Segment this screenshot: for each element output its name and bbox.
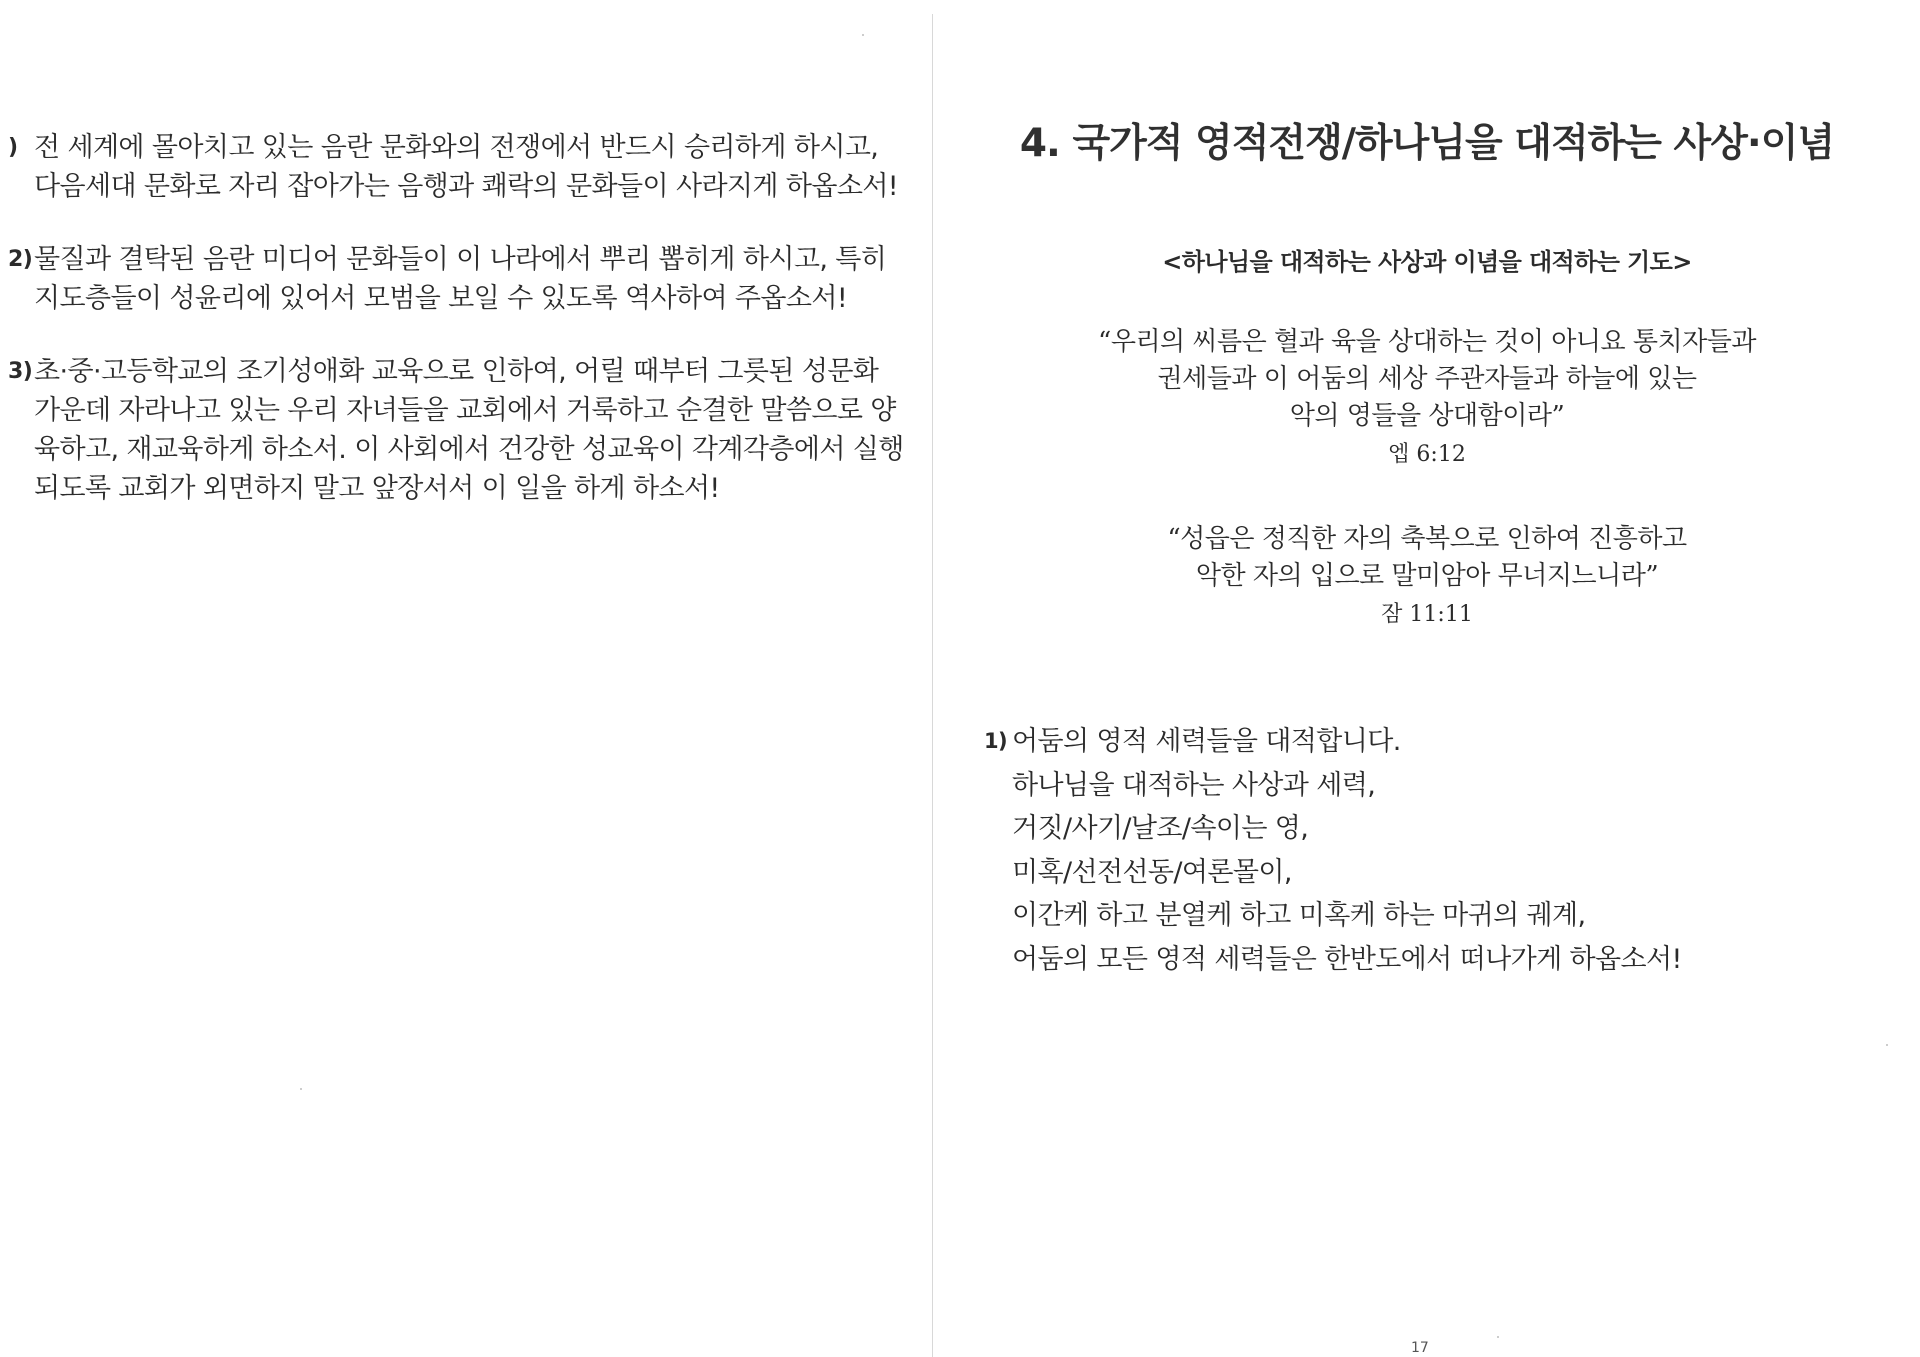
right-page [934, 0, 1920, 1357]
section-title: 4. 국가적 영적전쟁/하나님을 대적하는 사상·이념 [1019, 121, 1835, 166]
item-number: 3) [8, 359, 33, 384]
item-line: 육하고, 재교육하게 하소서. 이 사회에서 건강한 성교육이 각계각층에서 실행 [34, 434, 904, 465]
item-line: 가운데 자라나고 있는 우리 자녀들을 교회에서 거룩하고 순결한 말씀으로 양 [34, 395, 896, 426]
verse-line: 악한 자의 입으로 말미암아 무너지느니라” [1195, 561, 1659, 591]
item-line: 어둠의 모든 영적 세력들은 한반도에서 떠나가게 하옵소서! [1012, 943, 1682, 975]
verse-line: “성읍은 정직한 자의 축복으로 인하여 진흥하고 [1167, 524, 1687, 554]
verse-line: 악의 영들을 상대함이라” [1289, 401, 1565, 431]
verse-reference: 잠 11:11 [1381, 602, 1473, 627]
scan-speck [1497, 1336, 1499, 1338]
item-line: 전 세계에 몰아치고 있는 음란 문화와의 전쟁에서 반드시 승리하게 하시고, [34, 132, 879, 163]
item-line: 되도록 교회가 외면하지 말고 앞장서서 이 일을 하게 하소서! [34, 473, 720, 504]
left-page [0, 0, 932, 1357]
scripture-quote-1 [934, 324, 1920, 475]
item-line: 하나님을 대적하는 사상과 세력, [1012, 769, 1376, 801]
page-gutter [932, 14, 933, 1357]
item-line: 지도층들이 성윤리에 있어서 모범을 보일 수 있도록 역사하여 주옵소서! [34, 283, 848, 314]
scripture-quote-2 [934, 521, 1920, 635]
item-number: 1) [984, 729, 1008, 753]
prayer-item-1 [0, 128, 900, 206]
page-number: 17 [1411, 1340, 1429, 1356]
item-line: 이간케 하고 분열케 하고 미혹케 하는 마귀의 궤계, [1012, 900, 1586, 932]
section-subtitle: <하나님을 대적하는 사상과 이념을 대적하는 기도> [1162, 248, 1692, 276]
prayer-item-3 [0, 352, 904, 508]
prayer-item-1 [984, 720, 1884, 982]
item-line: 다음세대 문화로 자리 잡아가는 음행과 쾌락의 문화들이 사라지게 하옵소서! [34, 171, 899, 202]
scan-speck [862, 34, 864, 36]
prayer-item-2 [0, 240, 900, 318]
item-line: 거짓/사기/날조/속이는 영, [1012, 813, 1309, 845]
item-number: 2) [8, 247, 33, 272]
verse-reference: 엡 6:12 [1388, 442, 1466, 467]
verse-line: 권세들과 이 어둠의 세상 주관자들과 하늘에 있는 [1157, 364, 1697, 394]
item-line: 어둠의 영적 세력들을 대적합니다. [1012, 726, 1401, 757]
item-line: 초·중·고등학교의 조기성애화 교육으로 인하여, 어릴 때부터 그릇된 성문화 [34, 356, 879, 387]
item-number: ) [8, 135, 18, 160]
item-line: 미혹/선전선동/여론몰이, [1012, 856, 1292, 888]
scan-speck [1886, 1044, 1888, 1046]
scan-speck [300, 1088, 302, 1090]
item-line: 물질과 결탁된 음란 미디어 문화들이 이 나라에서 뿌리 뽑히게 하시고, 특히 [34, 244, 887, 275]
verse-line: “우리의 씨름은 혈과 육을 상대하는 것이 아니요 통치자들과 [1098, 327, 1756, 357]
